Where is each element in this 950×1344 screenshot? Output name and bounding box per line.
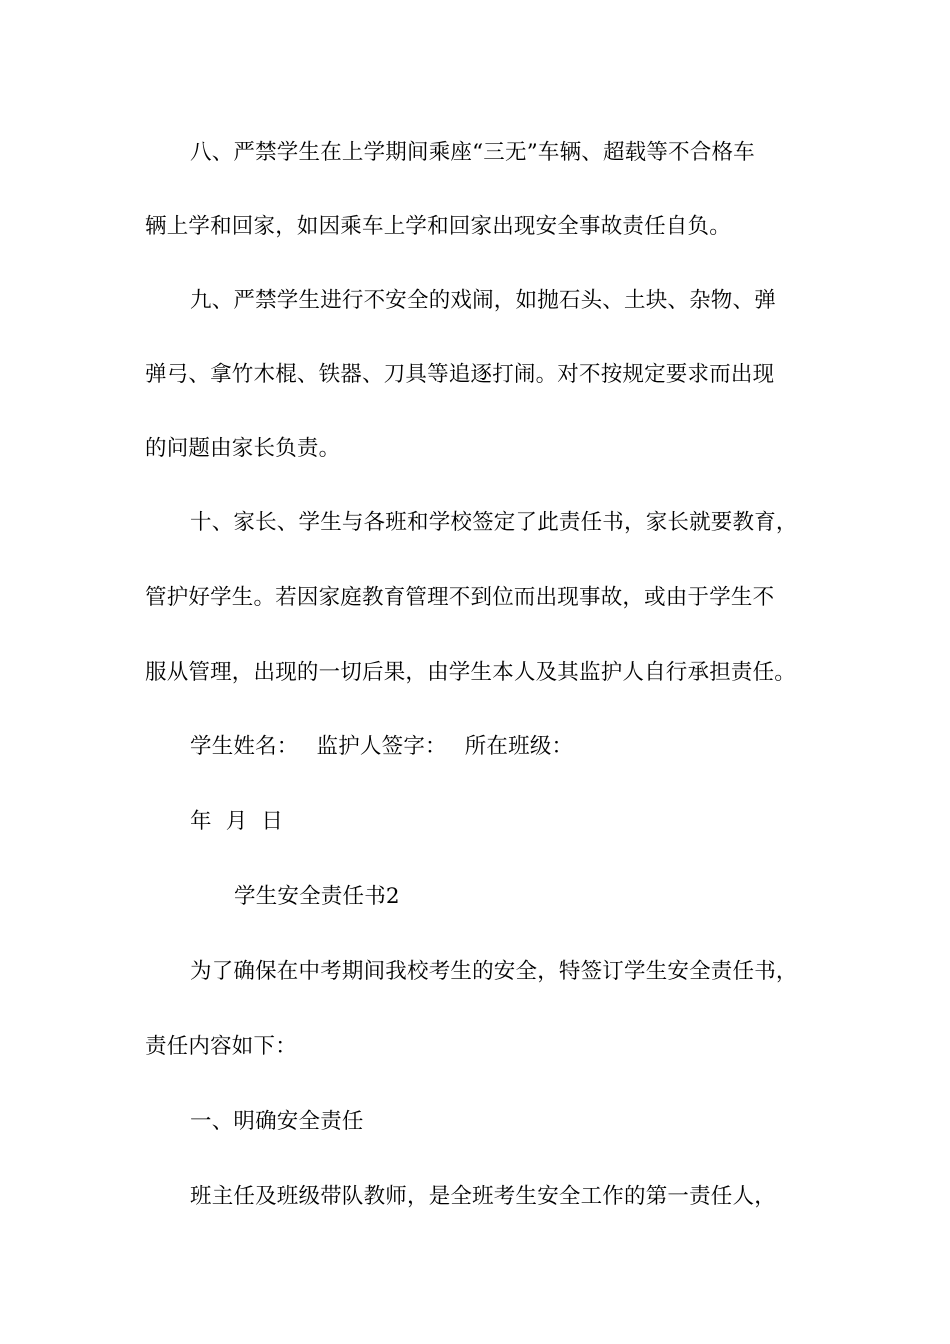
section-heading: 一、明确安全责任 [190, 1109, 364, 1134]
paragraph-line: 九、严禁学生进行不安全的戏闹，如抛石头、土块、杂物、弹 [190, 288, 776, 313]
paragraph-line: 辆上学和回家，如因乘车上学和回家出现安全事故责任自负。 [145, 214, 731, 239]
section-title: 学生安全责任书2 [234, 884, 400, 909]
student-name-label: 学生姓名： [190, 734, 299, 759]
guardian-sign-label: 监护人签字： [316, 734, 447, 759]
class-label: 所在班级： [464, 734, 574, 759]
paragraph-line: 八、严禁学生在上学期间乘座“三无”车辆、超载等不合格车 [190, 140, 755, 165]
signature-line [190, 732, 573, 762]
date-line [190, 807, 283, 837]
paragraph-line: 十、家长、学生与各班和学校签定了此责任书，家长就要教育， [190, 510, 798, 535]
date-year: 年 [190, 809, 212, 834]
date-month: 月 [225, 809, 248, 834]
paragraph-line: 服从管理，出现的一切后果，由学生本人及其监护人自行承担责任。 [145, 660, 797, 685]
paragraph-line: 管护好学生。若因家庭教育管理不到位而出现事故，或由于学生不 [145, 585, 775, 610]
paragraph-line: 为了确保在中考期间我校考生的安全，特签订学生安全责任书， [190, 959, 798, 984]
paragraph-line: 弹弓、拿竹木棍、铁器、刀具等追逐打闹。对不按规定要求而出现 [145, 362, 775, 387]
paragraph-line: 责任内容如下： [145, 1034, 297, 1059]
paragraph-line: 班主任及班级带队教师，是全班考生安全工作的第一责任人， [190, 1184, 776, 1209]
paragraph-line: 的问题由家长负责。 [145, 436, 341, 461]
date-day: 日 [261, 809, 284, 834]
